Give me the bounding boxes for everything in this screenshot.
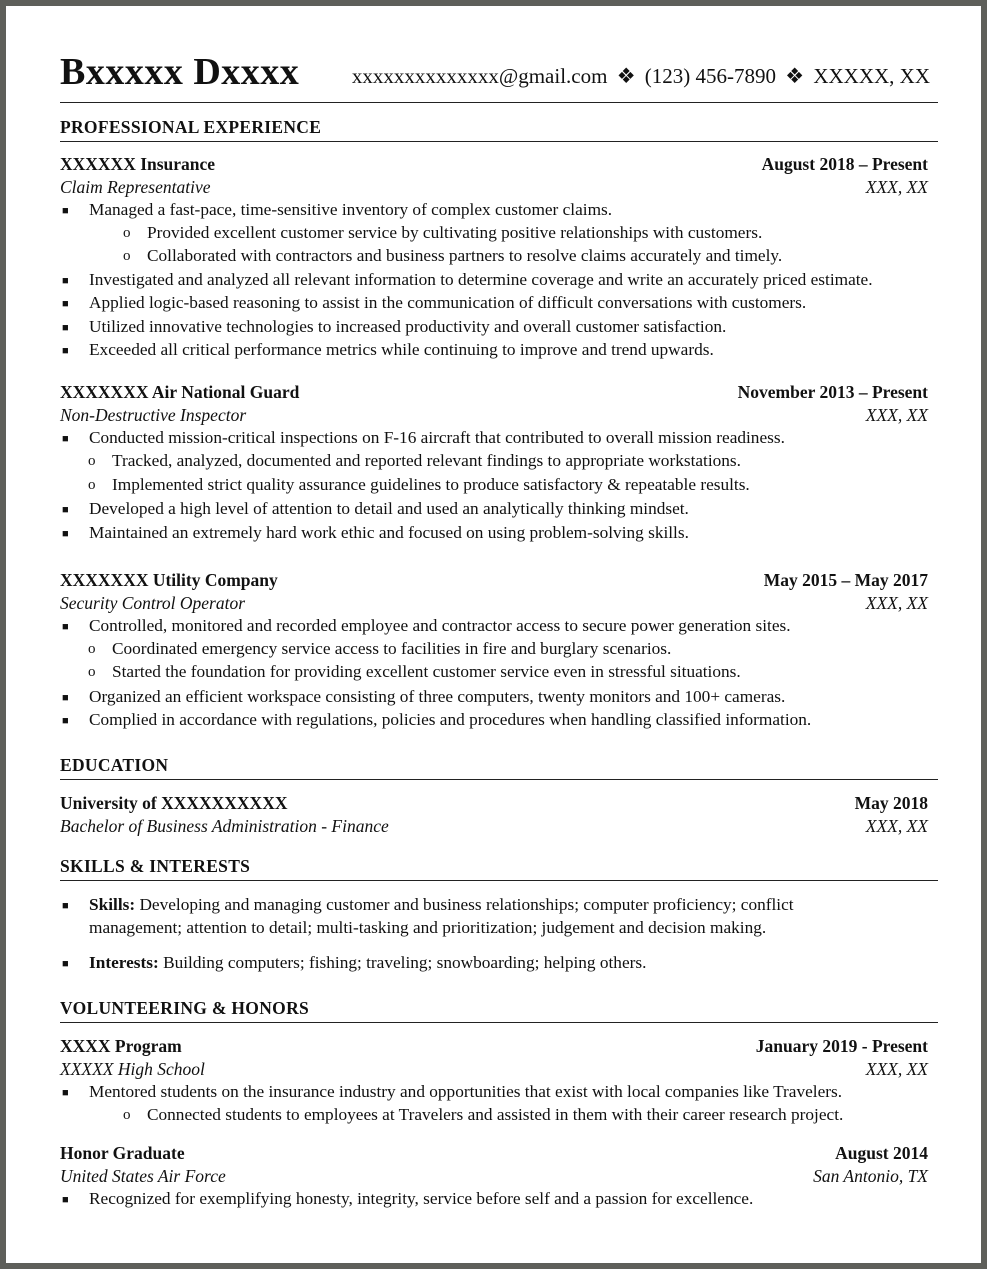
- interests-text: Building computers; fishing; traveling; snowboarding; helping others.: [163, 953, 647, 972]
- email: xxxxxxxxxxxxxx@gmail.com: [351, 64, 608, 88]
- resume-page: [6, 6, 981, 1263]
- circle-bullet-icon: o: [123, 225, 131, 241]
- role: Security Control Operator: [60, 593, 246, 613]
- circle-bullet-icon: o: [88, 664, 96, 680]
- honor-name: Honor Graduate: [60, 1143, 185, 1163]
- list-item: ■ Developed a high level of attention to detail and used an analytically thinking mindset.: [89, 499, 689, 519]
- interests-label: Interests:: [89, 953, 159, 972]
- school: University of XXXXXXXXXX: [60, 793, 288, 813]
- dates: January 2019 - Present: [755, 1036, 928, 1056]
- list-item: ■ Organized an efficient workspace consisting of three computers, twenty monitors and 100+ cameras.: [89, 687, 785, 707]
- square-bullet-icon: ■: [62, 275, 69, 287]
- square-bullet-icon: ■: [62, 504, 69, 516]
- program-name: XXXX Program: [60, 1036, 182, 1056]
- organization: United States Air Force: [60, 1166, 226, 1186]
- degree: Bachelor of Business Administration - Finance: [60, 816, 389, 836]
- list-item: ■ Recognized for exemplifying honesty, integrity, service before self and a passion for excellence.: [89, 1189, 753, 1209]
- list-item: ■ Complied in accordance with regulations, policies and procedures when handling classified information.: [89, 710, 811, 730]
- list-item: o Tracked, analyzed, documented and reported relevant findings to appropriate workstations.: [88, 451, 741, 470]
- square-bullet-icon: ■: [62, 1087, 69, 1099]
- job-location: XXX, XX: [865, 177, 928, 197]
- graduation-date: May 2018: [854, 793, 928, 813]
- list-item: ■ Exceeded all critical performance metrics while continuing to improve and trend upwards.: [89, 340, 714, 360]
- contact-line: [352, 64, 930, 89]
- square-bullet-icon: ■: [62, 715, 69, 727]
- list-item: ■ Applied logic-based reasoning to assist in the communication of difficult conversations with customers.: [89, 293, 806, 313]
- square-bullet-icon: ■: [62, 205, 69, 217]
- list-item: ■ Investigated and analyzed all relevant information to determine coverage and write an accurately priced estimate.: [89, 270, 873, 290]
- organization: XXXXX High School: [60, 1059, 205, 1079]
- interests-item: [62, 953, 647, 973]
- list-item: ■ Utilized innovative technologies to increased productivity and overall customer satisfaction.: [89, 317, 726, 337]
- dates: May 2015 – May 2017: [763, 570, 928, 590]
- square-bullet-icon: ■: [62, 958, 69, 970]
- dates: August 2018 – Present: [761, 154, 928, 174]
- list-item: ■ Controlled, monitored and recorded employee and contractor access to secure power generation sites.: [89, 616, 791, 636]
- section-title-experience: PROFESSIONAL EXPERIENCE: [60, 117, 938, 142]
- square-bullet-icon: ■: [62, 433, 69, 445]
- list-item: ■ Maintained an extremely hard work ethic and focused on using problem-solving skills.: [89, 523, 689, 543]
- company: XXXXXXX Utility Company: [60, 570, 278, 590]
- square-bullet-icon: ■: [62, 621, 69, 633]
- circle-bullet-icon: o: [123, 1107, 131, 1123]
- org-location: San Antonio, TX: [813, 1166, 928, 1186]
- skills-text: Developing and managing customer and business relationships; computer proficiency; conflict: [139, 895, 794, 914]
- list-item: o Coordinated emergency service access to facilities in fire and burglary scenarios.: [88, 639, 672, 658]
- skills-label: Skills:: [89, 895, 136, 914]
- school-location: XXX, XX: [865, 816, 928, 836]
- square-bullet-icon: ■: [62, 528, 69, 540]
- square-bullet-icon: ■: [62, 322, 69, 334]
- diamond-separator-icon: ❖: [785, 64, 805, 88]
- dates: November 2013 – Present: [737, 382, 928, 402]
- location: XXXXX, XX: [813, 64, 930, 88]
- list-item: o Collaborated with contractors and business partners to resolve claims accurately and timely.: [123, 246, 783, 265]
- diamond-separator-icon: ❖: [616, 64, 636, 88]
- list-item: ■ Conducted mission-critical inspections on F-16 aircraft that contributed to overall mission readiness.: [89, 428, 785, 448]
- circle-bullet-icon: o: [123, 248, 131, 264]
- job-location: XXX, XX: [865, 405, 928, 425]
- circle-bullet-icon: o: [88, 477, 96, 493]
- skills-item-continued: management; attention to detail; multi-tasking and prioritization; judgement and decision making.: [89, 918, 767, 937]
- square-bullet-icon: ■: [62, 298, 69, 310]
- company: XXXXXXX Air National Guard: [60, 382, 300, 402]
- section-title-skills: SKILLS & INTERESTS: [60, 856, 938, 881]
- circle-bullet-icon: o: [88, 641, 96, 657]
- resume-header: [60, 50, 938, 103]
- job-location: XXX, XX: [865, 593, 928, 613]
- section-title-volunteering: VOLUNTEERING & HONORS: [60, 998, 938, 1023]
- role: Non-Destructive Inspector: [60, 405, 247, 425]
- list-item: ■ Managed a fast-pace, time-sensitive inventory of complex customer claims.: [89, 200, 612, 220]
- dates: August 2014: [835, 1143, 928, 1163]
- list-item: o Implemented strict quality assurance guidelines to produce satisfactory & repeatable results.: [88, 475, 750, 494]
- candidate-name: Bxxxxx Dxxxx: [60, 51, 300, 93]
- list-item: o Started the foundation for providing excellent customer service even in stressful situations.: [88, 662, 741, 681]
- company: XXXXXX Insurance: [60, 154, 216, 174]
- circle-bullet-icon: o: [88, 453, 96, 469]
- list-item: o Connected students to employees at Travelers and assisted in them with their career research project.: [123, 1105, 844, 1124]
- square-bullet-icon: ■: [62, 345, 69, 357]
- skills-item: [62, 895, 794, 915]
- square-bullet-icon: ■: [62, 692, 69, 704]
- square-bullet-icon: ■: [62, 1194, 69, 1206]
- list-item: o Provided excellent customer service by cultivating positive relationships with customers.: [123, 223, 763, 242]
- list-item: ■ Mentored students on the insurance industry and opportunities that exist with local companies like Travelers.: [89, 1082, 842, 1102]
- org-location: XXX, XX: [865, 1059, 928, 1079]
- section-title-education: EDUCATION: [60, 755, 938, 780]
- square-bullet-icon: ■: [62, 900, 69, 912]
- role: Claim Representative: [60, 177, 211, 197]
- phone: (123) 456-7890: [644, 64, 776, 88]
